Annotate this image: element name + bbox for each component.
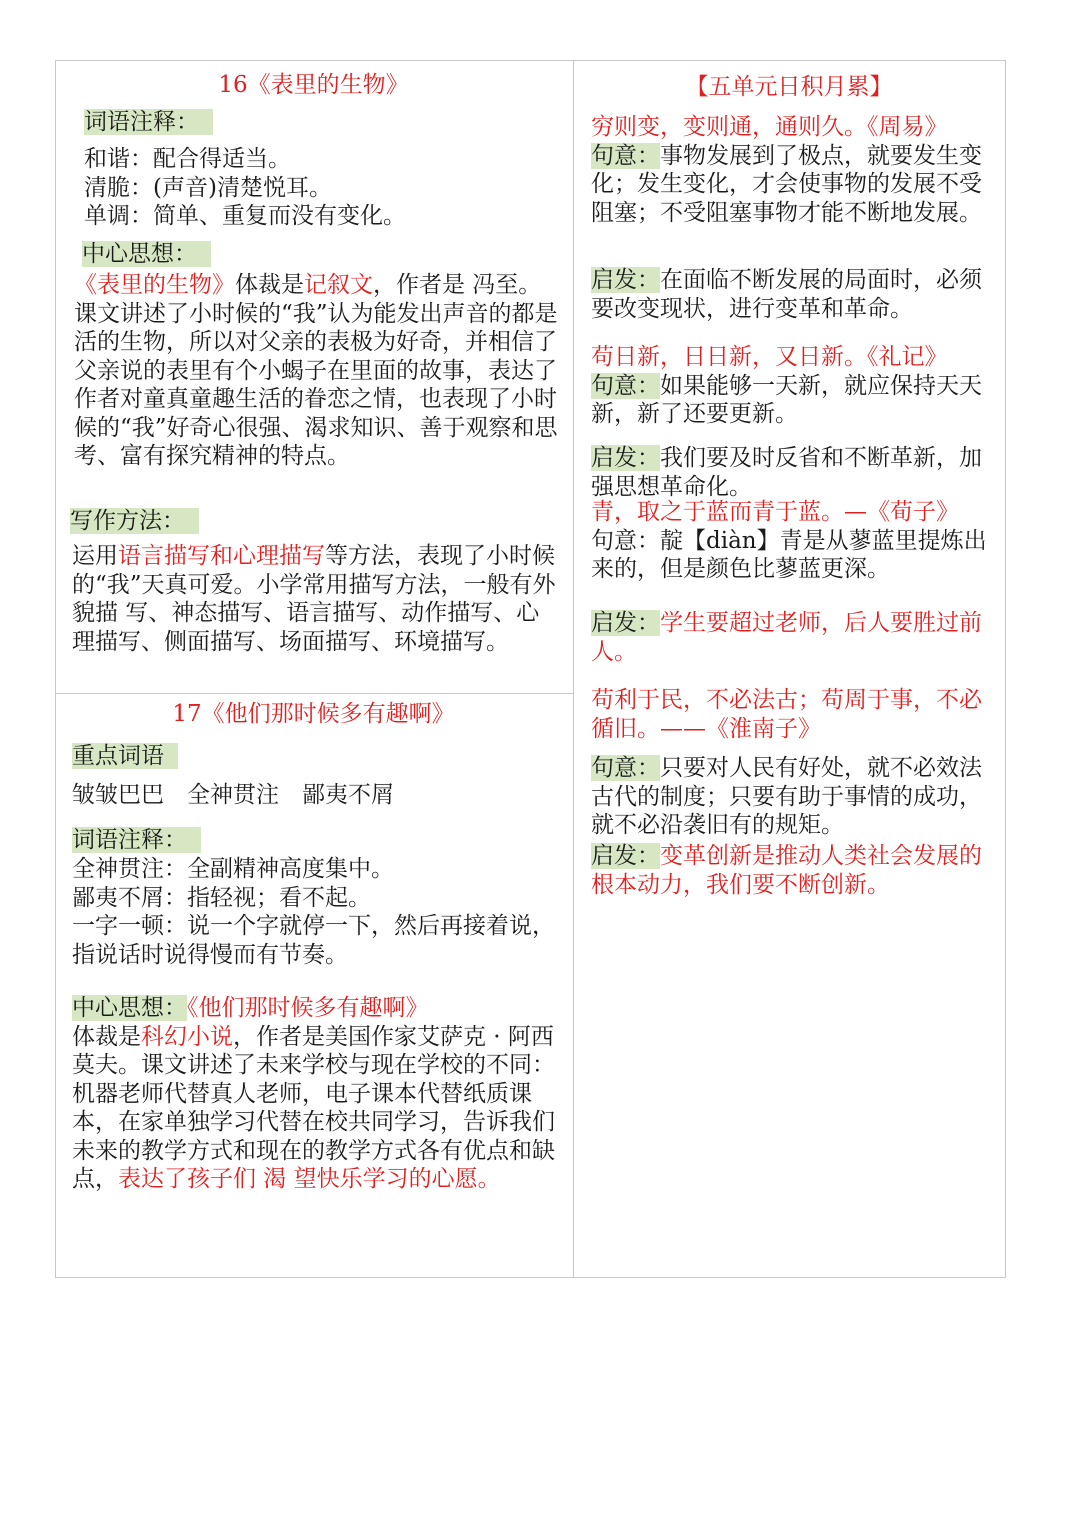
vocab-item: 鄙夷不屑：指轻视；看不起。	[72, 884, 371, 911]
unit5-item-1	[591, 113, 1001, 227]
unit5-insight-2: 启发：我们要及时反省和不断革新，加强思想革命化。	[591, 445, 982, 500]
quote: 苟日新，日日新，又日新。《礼记》	[591, 344, 948, 370]
unit5-title: 【五单元日积月累】	[685, 74, 893, 100]
lesson16-method-heading: 写作方法：	[70, 507, 199, 536]
lesson16-title: 16《表里的生物》	[218, 72, 409, 98]
quote: 苟利于民，不必法古；苟周于事，不必循旧。——《淮南子》	[591, 687, 982, 742]
quote: 青，取之于蓝而青于蓝。—《荀子》	[591, 499, 959, 525]
lesson17-theme-text: 中心思想：《他们那时候多有趣啊》 体裁是科幻小说，作者是美国作家艾萨克 · 阿西莫夫。课文讲述了未来学校与现在学校的不同：机器老师代替真人老师，电子课本代替纸质课本，在家单独学习代替在校共同学习，告诉我们未来的教学方式和现在的教学方式各有优点和缺点，表达了孩子们 渴 望快乐学习的心愿。	[72, 995, 555, 1192]
lesson17-theme-heading: 中心思想：	[72, 995, 187, 1021]
unit5-item-3	[591, 498, 1001, 584]
vocab-item: 全神贯注：全副精神高度集中。	[72, 856, 394, 882]
unit5-meaning-4: 句意：只要对人民有好处，就不必效法古代的制度；只要有助于事情的成功，就不必沿袭旧有的规矩。	[591, 755, 982, 838]
lesson16-theme-text: 《表里的生物》体裁是记叙文，作者是 冯至。课文讲述了小时候的“我”认为能发出声音的都是活的生物，所以对父亲的表极为好奇，并相信了父亲说的表里有个小蝎子在里面的故事，表达了作者对童真童趣生活的眷恋之情，也表现了小时候的“我”好奇心很强、渴求知识、善于观察和思考、富有探究精神的特点。	[74, 272, 558, 469]
vocab-item: 清脆：(声音)清楚悦耳。	[84, 174, 332, 201]
lesson16-method-text: 运用语言描写和心理描写等方法，表现了小时候的“我”天真可爱。小学常用描写方法，一般有外貌描 写、神态描写、语言描写、动作描写、心理描写、侧面描写、场面描写、环境描写。	[72, 543, 556, 655]
unit5-item-2	[591, 343, 1001, 429]
lesson16-theme-heading: 中心思想：	[82, 240, 211, 269]
lesson17-vocab-heading: 词语注释：	[72, 826, 201, 855]
lesson16-vocab-list	[84, 145, 554, 231]
quote: 穷则变，变则通，通则久。《周易》	[591, 114, 948, 140]
lesson16-vocab-heading: 词语注释：	[84, 108, 213, 137]
vocab-item: 单调：简单、重复而没有变化。	[84, 203, 406, 229]
column-divider	[573, 61, 574, 1277]
meaning: 句意：事物发展到了极点，就要发生变化；发生变化，才会使事物的发展不受阻塞；不受阻塞事物才能不断地发展。	[591, 142, 982, 226]
meaning: 句意：如果能够一天新，就应保持天天新，新了还要更新。	[591, 372, 982, 427]
lesson17-title: 17《他们那时候多有趣啊》	[172, 701, 455, 727]
lesson17-keywords-heading: 重点词语	[72, 742, 178, 771]
unit5-insight-4: 启发：变革创新是推动人类社会发展的根本动力，我们要不断创新。	[591, 843, 982, 898]
meaning: 句意：靛【diàn】青是从蓼蓝里提炼出来的，但是颜色比蓼蓝更深。	[591, 527, 987, 582]
vocab-item: 和谐：配合得适当。	[84, 146, 291, 172]
vocab-item: 一字一顿：说一个字就停一下，然后再接着说，指说话时说得慢而有节奏。	[72, 913, 555, 968]
unit5-insight-3: 启发：学生要超过老师，后人要胜过前人。	[591, 610, 982, 665]
unit5-item-4	[591, 686, 1001, 743]
unit5-insight-1: 启发：在面临不断发展的局面时，必须要改变现状，进行变革和革命。	[591, 267, 982, 322]
row-divider	[56, 693, 573, 694]
lesson17-keywords: 皱皱巴巴 全神贯注 鄙夷不屑	[72, 782, 394, 808]
lesson17-vocab-list	[72, 855, 558, 969]
